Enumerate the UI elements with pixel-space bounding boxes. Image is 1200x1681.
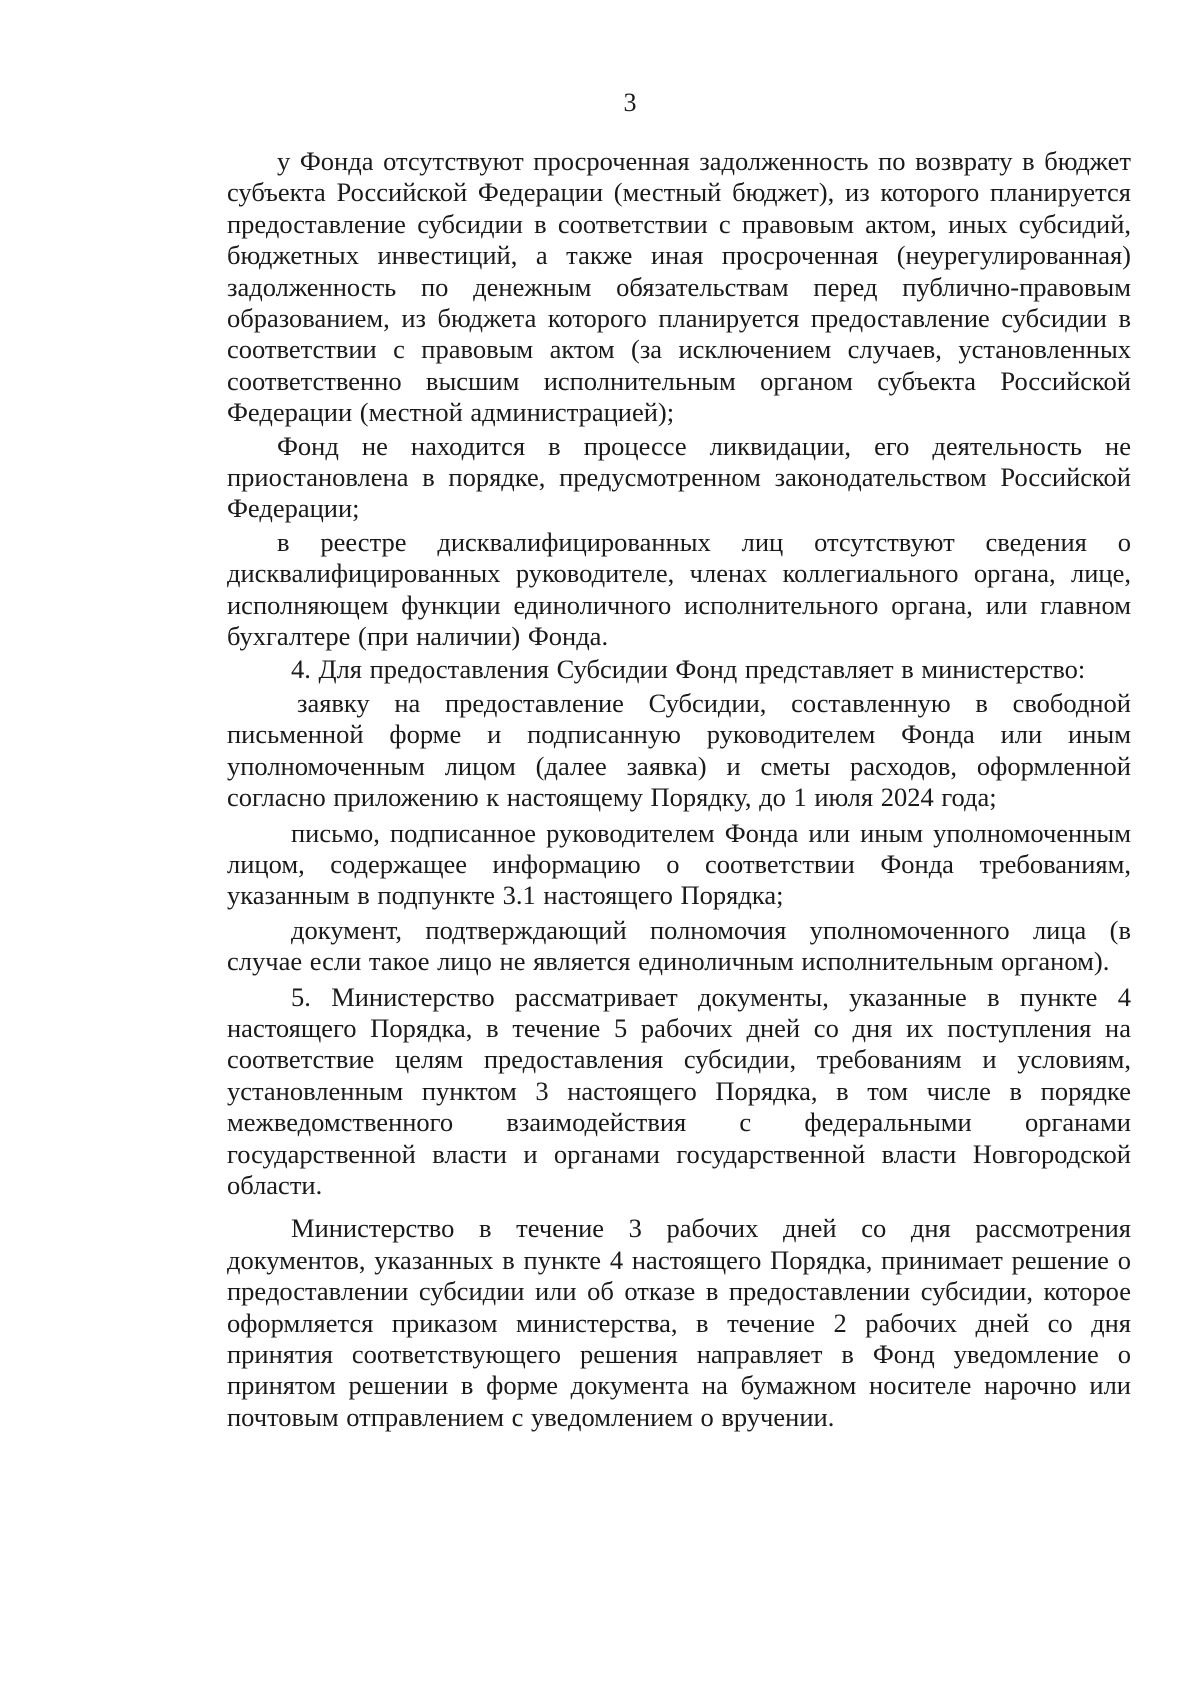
- paragraph-item-4: 4. Для предоставления Субсидии Фонд представляет в министерство:: [291, 653, 1086, 684]
- paragraph-no-overdue-debt: у Фонда отсутствуют просроченная задолженность по возврату в бюджет субъекта Российской Федерации (местный бюджет), из которого планируется предоставление субсидии в соответствии с правовым актом, иных субсидий, бюджетных инвестиций, а также иная просроченная (неурегулированная) задолженность по денежным обязательствам перед публично-правовым образованием, из бюджета которого планируется предоставление субсидии в соответствии с правовым актом (за исключением случаев, установленных соответственно высшим исполнительным органом субъекта Российской Федерации (местной администрацией);: [227, 146, 1131, 428]
- paragraph-authority-document: документ, подтверждающий полномочия уполномоченного лица (в случае если такое лицо не является единоличным исполнительным органом).: [227, 914, 1131, 977]
- document-body: [227, 146, 1131, 1433]
- page-number: 3: [623, 88, 637, 117]
- paragraph-not-in-liquidation: Фонд не находится в процессе ликвидации, его деятельность не приостановлена в порядке, предусмотренном законодательством Российской Федерации;: [227, 430, 1131, 524]
- paragraph-ministry-decision: Министерство в течение 3 рабочих дней со дня рассмотрения документов, указанных в пункте 4 настоящего Порядка, принимает решение о предоставлении субсидии или об отказе в предоставлении субсидии, которое оформляется приказом министерства, в течение 2 рабочих дней со дня принятия соответствующего решения направляет в Фонд уведомление о принятом решении в форме документа на бумажном носителе нарочно или почтовым отправлением с уведомлением о вручении.: [227, 1213, 1131, 1432]
- paragraph-application: заявку на предоставление Субсидии, составленную в свободной письменной форме и подписанную руководителем Фонда или иным уполномоченным лицом (далее заявка) и сметы расходов, оформленной согласно приложению к настоящему Порядку, до 1 июля 2024 года;: [227, 687, 1131, 813]
- paragraph-disqualified-persons: в реестре дисквалифицированных лиц отсутствуют сведения о дисквалифицированных руководителе, членах коллегиального органа, лице, исполняющем функции единоличного исполнительного органа, или главном бухгалтере (при наличии) Фонда.: [227, 526, 1131, 652]
- paragraph-letter: письмо, подписанное руководителем Фонда или иным уполномоченным лицом, содержащее информацию о соответствии Фонда требованиям, указанным в подпункте 3.1 настоящего Порядка;: [227, 817, 1131, 911]
- paragraph-item-5: 5. Министерство рассматривает документы, указанные в пункте 4 настоящего Порядка, в течение 5 рабочих дней со дня их поступления на соответствие целям предоставления субсидии, требованиям и условиям, установленным пунктом 3 настоящего Порядка, в том числе в порядке межведомственного взаимодействия с федеральными органами государственной власти и органами государственной власти Новгородской области.: [227, 981, 1131, 1200]
